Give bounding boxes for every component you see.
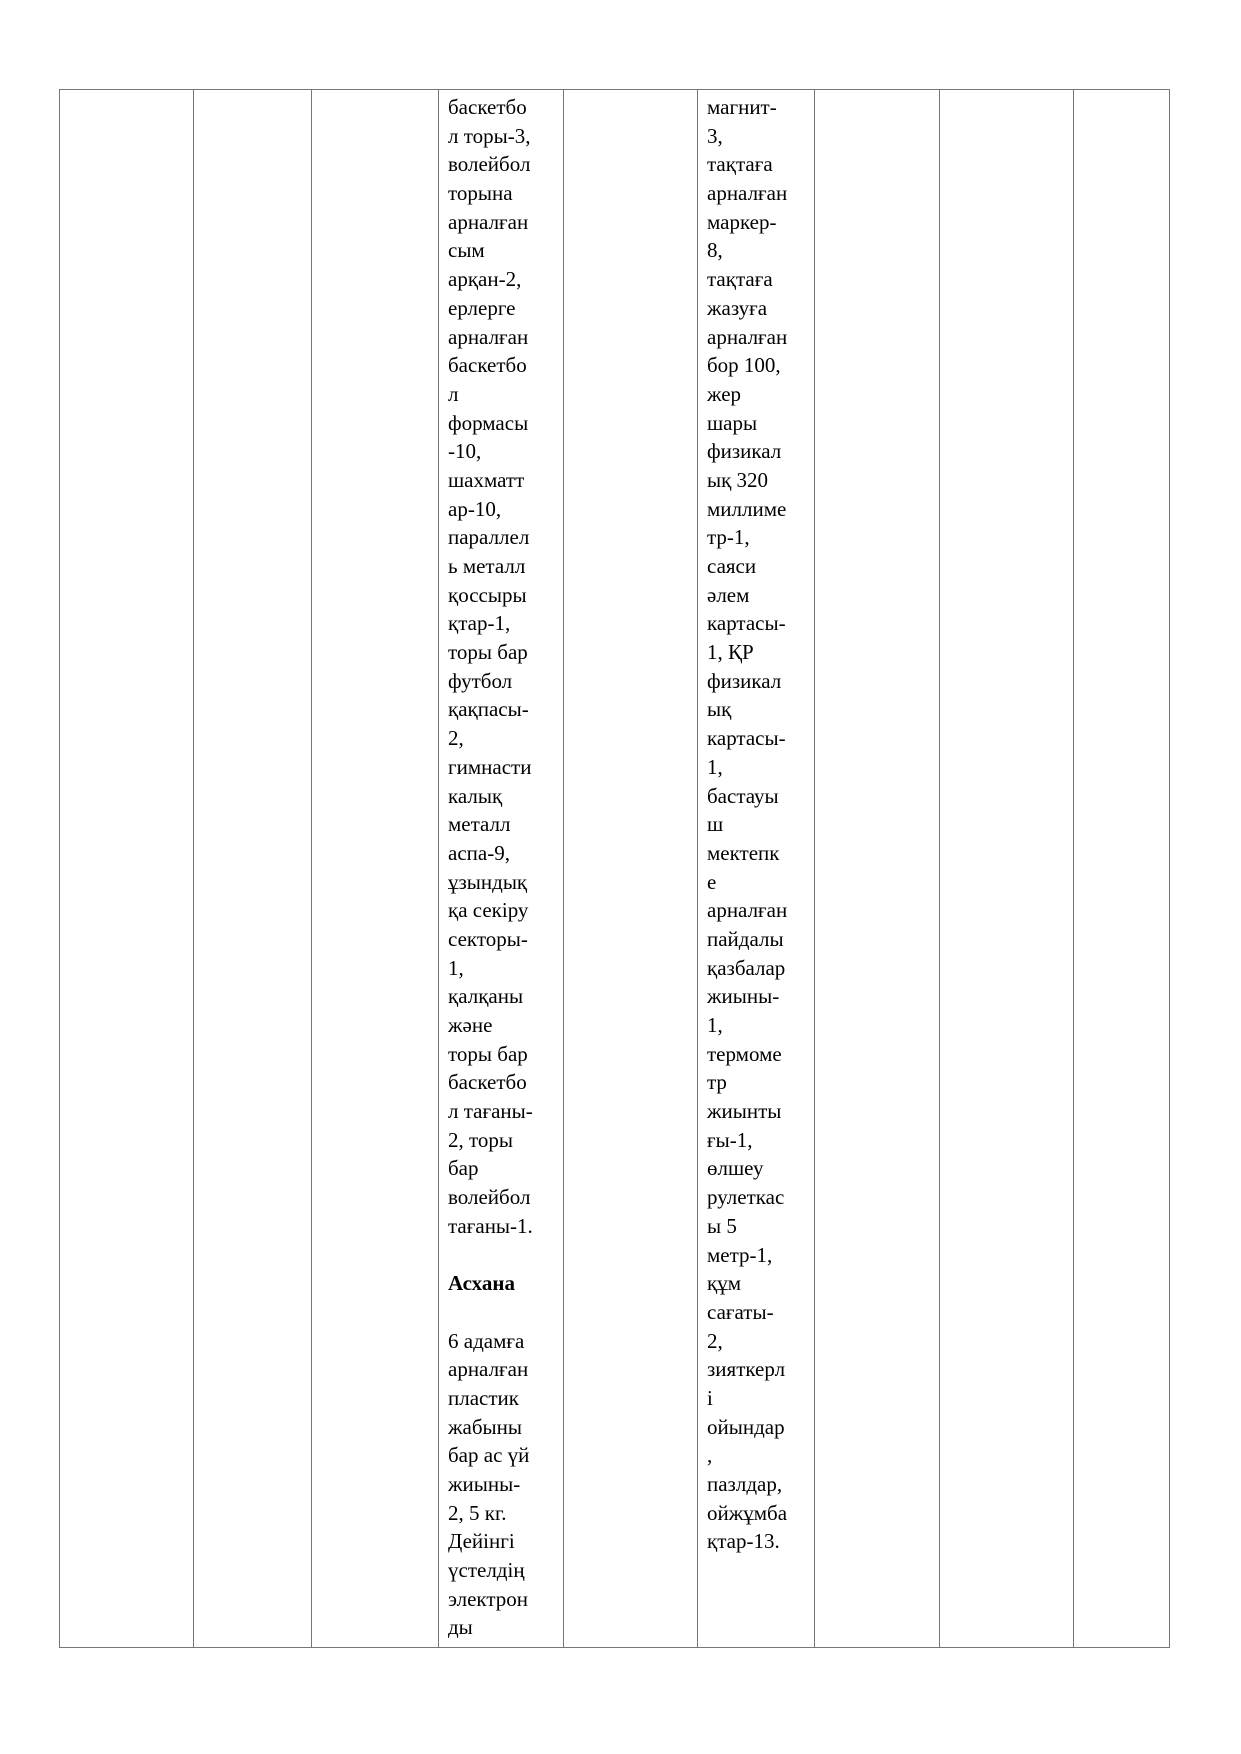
text-line [448, 1241, 563, 1270]
text-line: ды [448, 1615, 473, 1640]
text-line: қа секіру [448, 898, 529, 923]
text-line: л [448, 381, 459, 406]
text-line: тақтаға [707, 267, 773, 292]
text-line: жиыны- [707, 984, 780, 1009]
text-line: картасы- [707, 726, 786, 751]
text-line: шахматт [448, 467, 525, 492]
text-line: пазлдар, [707, 1472, 783, 1496]
text-line: баскетбо [448, 1070, 527, 1095]
text-line: торына [448, 181, 513, 206]
text-line: 2, [707, 1328, 723, 1353]
table-cell-9 [1074, 90, 1170, 1648]
text-line: ерлерге [448, 295, 516, 320]
text-line: бастауы [707, 783, 779, 808]
text-line: 2, торы [448, 1127, 514, 1152]
text-line: ар-10, [448, 496, 502, 521]
text-line: жабыны [448, 1414, 522, 1439]
text-line: 1, [707, 1013, 723, 1037]
text-line: жазуға [707, 295, 768, 320]
text-line: ойжұмба [707, 1500, 788, 1525]
text-line: физикал [707, 668, 782, 693]
table-cell-8 [940, 90, 1074, 1648]
text-line: ық 320 [707, 467, 769, 492]
text-line: әлем [707, 582, 750, 607]
text-line: арналған [707, 898, 788, 923]
text-line: 8, [707, 238, 723, 263]
text-line [448, 1298, 563, 1327]
table-cell-7 [815, 90, 940, 1648]
text-line: 2, [448, 726, 464, 751]
text-line: ық [707, 697, 732, 722]
text-line: физикал [707, 439, 782, 464]
text-line: арналған [707, 181, 788, 206]
text-line: тағаны-1. [448, 1213, 533, 1238]
text-line: ұзындық [448, 869, 528, 894]
text-line: ш [707, 812, 724, 837]
section-heading: Асхана [448, 1271, 516, 1296]
text-line: термоме [707, 1041, 782, 1066]
text-line: бар [448, 1156, 479, 1181]
text-line: құм [707, 1271, 741, 1296]
cell-text-col5 [698, 90, 814, 1556]
text-line: қалқаны [448, 984, 524, 1009]
text-line: қоссыры [448, 582, 527, 607]
text-line: параллел [448, 525, 530, 550]
table-cell-equipment-classroom [698, 90, 815, 1648]
text-line: қазбалар [707, 955, 786, 980]
text-line: жиыны- [448, 1472, 521, 1496]
text-line: 1, [448, 955, 464, 980]
text-line: металл [448, 812, 511, 837]
text-line: тр-1, [707, 525, 750, 550]
cell-text-col3 [439, 90, 563, 1642]
text-line: пластик [448, 1385, 519, 1410]
text-line: баскетбо [448, 353, 527, 378]
text-line: мектепк [707, 840, 780, 865]
text-line: аспа-9, [448, 840, 510, 865]
text-line: тр [707, 1070, 727, 1095]
text-line: саяси [707, 554, 757, 578]
text-line: сым [448, 238, 485, 263]
text-line: зияткерл [707, 1357, 786, 1382]
text-line: маркер- [707, 209, 777, 234]
text-line: миллиме [707, 496, 787, 521]
text-line: арналған [448, 324, 529, 349]
text-line: магнит- [707, 95, 777, 119]
text-line: торы бар [448, 640, 528, 665]
text-line: қақпасы- [448, 697, 529, 722]
text-line: өлшеу [707, 1156, 764, 1181]
text-line: л торы-3, [448, 123, 531, 148]
text-line: қтар-1, [448, 611, 511, 636]
table-cell-2 [194, 90, 312, 1648]
text-line: картасы- [707, 611, 786, 636]
text-line: л тағаны- [448, 1099, 533, 1124]
text-line: тақтаға [707, 152, 773, 177]
data-table [59, 89, 1170, 1648]
text-line: ы 5 [707, 1213, 737, 1238]
text-line: 1, [707, 754, 723, 779]
text-line: пайдалы [707, 926, 784, 951]
text-line: 2, 5 кг. [448, 1500, 507, 1525]
text-line: ойындар [707, 1414, 785, 1439]
text-line: 6 адамға [448, 1328, 525, 1353]
text-line: формасы [448, 410, 529, 435]
text-line: ь металл [448, 554, 526, 578]
text-line: электрон [448, 1586, 529, 1611]
text-line: -10, [448, 439, 482, 464]
text-line: жиынты [707, 1099, 782, 1124]
text-line: е [707, 869, 717, 894]
text-line: гимнасти [448, 754, 532, 779]
text-line: секторы- [448, 926, 528, 951]
text-line: арқан-2, [448, 267, 522, 292]
text-line: қтар-13. [707, 1529, 780, 1554]
text-line: шары [707, 410, 758, 435]
table-cell-5 [564, 90, 698, 1648]
text-line: бар ас үй [448, 1443, 530, 1468]
text-line: ғы-1, [707, 1127, 753, 1152]
text-line: арналған [448, 1357, 529, 1382]
text-line: метр-1, [707, 1242, 773, 1267]
text-line: футбол [448, 668, 513, 693]
text-line: торы бар [448, 1041, 528, 1066]
text-line: 1, ҚР [707, 640, 754, 665]
text-line: калық [448, 783, 503, 808]
table-row [60, 90, 1170, 1648]
text-line: арналған [707, 324, 788, 349]
text-line: бор 100, [707, 353, 781, 378]
text-line: арналған [448, 209, 529, 234]
text-line: і [707, 1385, 713, 1410]
text-line: және [448, 1013, 493, 1037]
text-line: 3, [707, 123, 723, 148]
table-cell-equipment-sports-kitchen [439, 90, 564, 1648]
text-line: үстелдің [448, 1558, 525, 1583]
text-line: Дейінгі [448, 1529, 515, 1554]
text-line: сағаты- [707, 1299, 774, 1324]
text-line: жер [707, 381, 742, 406]
table-cell-1 [60, 90, 194, 1648]
text-line: баскетбо [448, 95, 527, 119]
text-line: рулеткас [707, 1185, 785, 1210]
text-line: , [707, 1443, 713, 1468]
table-cell-3 [312, 90, 439, 1648]
text-line: волейбол [448, 1185, 531, 1210]
text-line: волейбол [448, 152, 531, 177]
